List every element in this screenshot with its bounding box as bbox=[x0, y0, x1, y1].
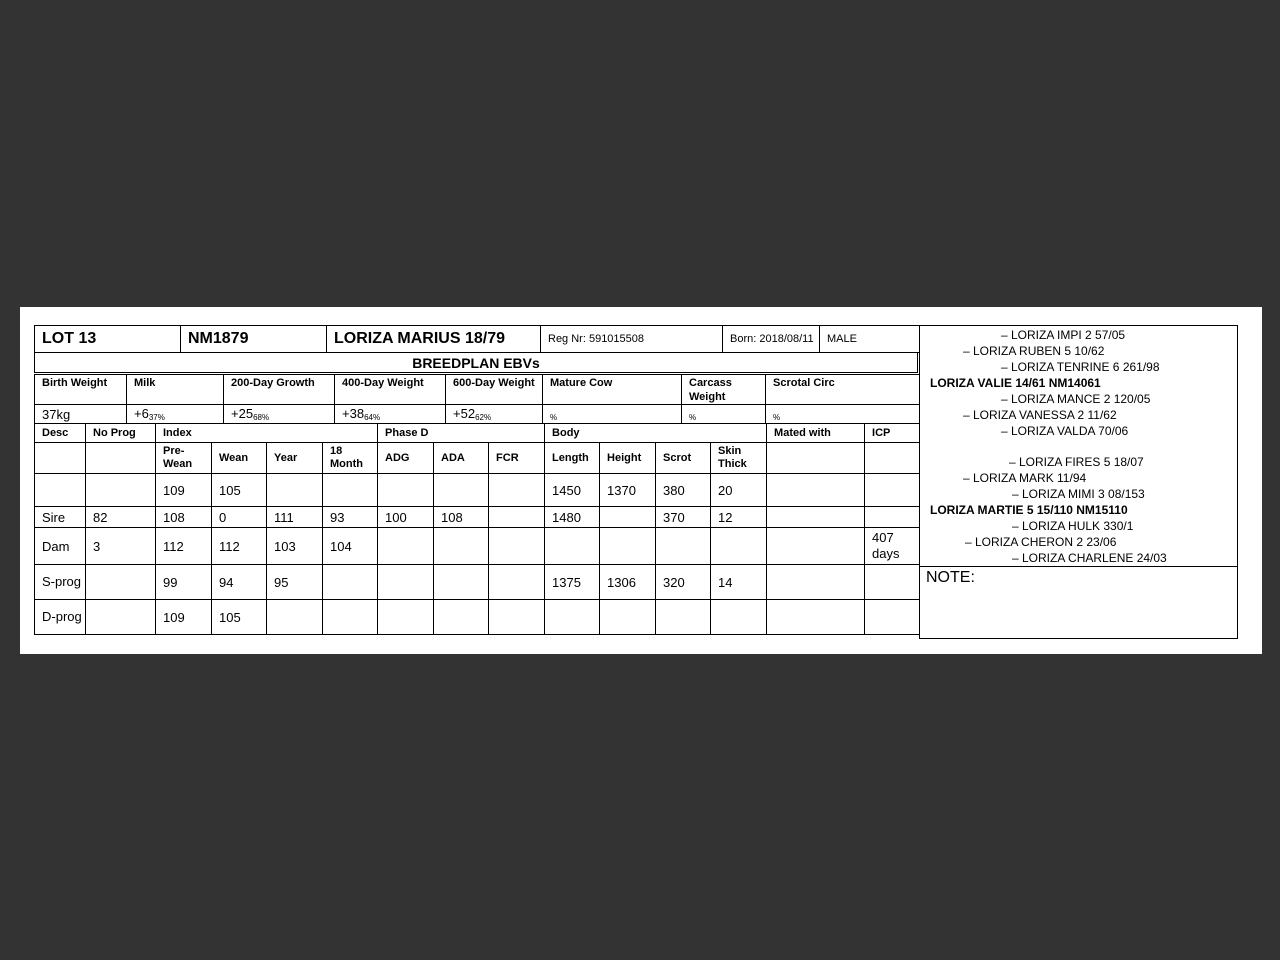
cell-skin: 14 bbox=[711, 565, 767, 600]
cell-no-prog bbox=[86, 565, 156, 600]
ebv-200-day bbox=[224, 405, 335, 424]
cell-year: 95 bbox=[267, 565, 323, 600]
cell-mated bbox=[767, 528, 865, 565]
cell-icp: 407 days bbox=[865, 528, 920, 565]
cell-height bbox=[600, 507, 656, 528]
lot-card bbox=[20, 307, 1262, 654]
cell-year: 111 bbox=[267, 507, 323, 528]
ebv-label: Scrotal Circ bbox=[766, 375, 920, 405]
ebv-value: +52 bbox=[453, 406, 476, 421]
cell-no-prog bbox=[86, 600, 156, 635]
ebv-table bbox=[34, 374, 920, 424]
cell-fcr bbox=[489, 565, 545, 600]
cell-no-prog bbox=[86, 474, 156, 507]
cell-ada bbox=[434, 528, 489, 565]
cell-adg bbox=[378, 565, 434, 600]
header-mated-with: Mated with bbox=[767, 424, 865, 443]
cell-mated bbox=[767, 474, 865, 507]
ebv-label: Mature Cow bbox=[543, 375, 682, 405]
cell-mated bbox=[767, 507, 865, 528]
empty-cell bbox=[35, 443, 86, 474]
empty-cell bbox=[86, 443, 156, 474]
pedigree-entry: – LORIZA VALDA 70/06 bbox=[1001, 424, 1129, 438]
cell-no-prog: 3 bbox=[86, 528, 156, 565]
ebv-label: 600-Day Weight bbox=[446, 375, 543, 405]
header-height: Height bbox=[600, 443, 656, 474]
pedigree-dam: LORIZA MARTIE 5 15/110 NM15110 bbox=[930, 503, 1128, 517]
cell-wean: 94 bbox=[212, 565, 267, 600]
pedigree-entry: – LORIZA FIRES 5 18/07 bbox=[1009, 455, 1144, 469]
header-phase-d: Phase D bbox=[378, 424, 545, 443]
header-skin-thick: Skin Thick bbox=[711, 443, 767, 474]
cell-pre-wean: 109 bbox=[156, 600, 212, 635]
animal-tag: NM1879 bbox=[181, 326, 327, 353]
cell-18-month: 104 bbox=[323, 528, 378, 565]
ebv-accuracy: 64% bbox=[364, 413, 381, 422]
cell-mated bbox=[767, 565, 865, 600]
header-adg: ADG bbox=[378, 443, 434, 474]
cell-scrot bbox=[656, 528, 711, 565]
ebv-value: +6 bbox=[134, 406, 149, 421]
cell-wean: 105 bbox=[212, 600, 267, 635]
lot-header bbox=[34, 325, 920, 353]
ebv-accuracy: % bbox=[689, 413, 697, 422]
ebv-label: Birth Weight bbox=[35, 375, 127, 405]
table-row bbox=[35, 528, 920, 565]
ebv-accuracy: 62% bbox=[475, 413, 492, 422]
animal-name: LORIZA MARIUS 18/79 bbox=[327, 326, 541, 353]
ebv-mature-cow bbox=[543, 405, 682, 424]
ebv-milk bbox=[127, 405, 224, 424]
cell-desc: D-prog bbox=[35, 600, 86, 635]
cell-year bbox=[267, 600, 323, 635]
cell-skin: 20 bbox=[711, 474, 767, 507]
note-box bbox=[919, 566, 1238, 639]
ebv-birth-weight: 37kg bbox=[35, 405, 127, 424]
cell-ada bbox=[434, 600, 489, 635]
cell-desc bbox=[35, 474, 86, 507]
header-fcr: FCR bbox=[489, 443, 545, 474]
header-18-month: 18 Month bbox=[323, 443, 378, 474]
table-row bbox=[35, 600, 920, 635]
empty-cell bbox=[865, 443, 920, 474]
cell-height bbox=[600, 528, 656, 565]
cell-fcr bbox=[489, 507, 545, 528]
pedigree-entry: – LORIZA IMPI 2 57/05 bbox=[1001, 328, 1126, 342]
cell-icp bbox=[865, 474, 920, 507]
header-wean: Wean bbox=[212, 443, 267, 474]
cell-no-prog: 82 bbox=[86, 507, 156, 528]
pedigree-entry: – LORIZA VANESSA 2 11/62 bbox=[963, 408, 1117, 422]
cell-year bbox=[267, 474, 323, 507]
cell-year: 103 bbox=[267, 528, 323, 565]
cell-desc: Sire bbox=[35, 507, 86, 528]
ebv-scrotal bbox=[766, 405, 920, 424]
ebv-value: +25 bbox=[231, 406, 254, 421]
header-index: Index bbox=[156, 424, 378, 443]
cell-desc: Dam bbox=[35, 528, 86, 565]
ebv-accuracy: % bbox=[550, 413, 558, 422]
cell-wean: 112 bbox=[212, 528, 267, 565]
header-desc: Desc bbox=[35, 424, 86, 443]
pedigree-entry: – LORIZA MARK 11/94 bbox=[963, 471, 1087, 485]
cell-18-month bbox=[323, 474, 378, 507]
ebv-carcass bbox=[682, 405, 766, 424]
ebv-accuracy: % bbox=[773, 413, 781, 422]
cell-pre-wean: 108 bbox=[156, 507, 212, 528]
lot-number: LOT 13 bbox=[35, 326, 181, 353]
pedigree-entry: – LORIZA CHARLENE 24/03 bbox=[1012, 551, 1167, 565]
table-row bbox=[35, 565, 920, 600]
cell-ada: 108 bbox=[434, 507, 489, 528]
ebv-600-day bbox=[446, 405, 543, 424]
cell-height: 1306 bbox=[600, 565, 656, 600]
pedigree-entry: – LORIZA RUBEN 5 10/62 bbox=[963, 344, 1105, 358]
cell-icp bbox=[865, 600, 920, 635]
empty-cell bbox=[767, 443, 865, 474]
ebv-400-day bbox=[335, 405, 446, 424]
cell-length: 1480 bbox=[545, 507, 600, 528]
cell-skin bbox=[711, 528, 767, 565]
cell-scrot: 370 bbox=[656, 507, 711, 528]
cell-icp bbox=[865, 565, 920, 600]
cell-scrot: 320 bbox=[656, 565, 711, 600]
cell-fcr bbox=[489, 528, 545, 565]
ebv-label: 200-Day Growth bbox=[224, 375, 335, 405]
cell-adg bbox=[378, 600, 434, 635]
cell-height bbox=[600, 600, 656, 635]
header-no-prog: No Prog bbox=[86, 424, 156, 443]
pedigree-dam-sire: LORIZA VALIE 14/61 NM14061 bbox=[930, 376, 1101, 390]
ebv-value: +38 bbox=[342, 406, 365, 421]
birth-date: Born: 2018/08/11 bbox=[723, 326, 820, 353]
cell-scrot: 380 bbox=[656, 474, 711, 507]
performance-table bbox=[34, 423, 920, 635]
cell-wean: 105 bbox=[212, 474, 267, 507]
table-row bbox=[35, 507, 920, 528]
sex: MALE bbox=[820, 326, 920, 353]
cell-length bbox=[545, 600, 600, 635]
header-icp: ICP bbox=[865, 424, 920, 443]
pedigree-entry: – LORIZA CHERON 2 23/06 bbox=[965, 535, 1117, 549]
cell-fcr bbox=[489, 474, 545, 507]
table-row bbox=[35, 474, 920, 507]
cell-ada bbox=[434, 565, 489, 600]
cell-18-month: 93 bbox=[323, 507, 378, 528]
header-ada: ADA bbox=[434, 443, 489, 474]
cell-skin: 12 bbox=[711, 507, 767, 528]
pedigree-entry: – LORIZA MANCE 2 120/05 bbox=[1001, 392, 1151, 406]
cell-pre-wean: 99 bbox=[156, 565, 212, 600]
pedigree-box bbox=[919, 325, 1238, 567]
header-year: Year bbox=[267, 443, 323, 474]
cell-pre-wean: 112 bbox=[156, 528, 212, 565]
pedigree-entry: – LORIZA MIMI 3 08/153 bbox=[1012, 487, 1145, 501]
cell-scrot bbox=[656, 600, 711, 635]
cell-height: 1370 bbox=[600, 474, 656, 507]
cell-icp bbox=[865, 507, 920, 528]
registration-number: Reg Nr: 591015508 bbox=[541, 326, 723, 353]
cell-length bbox=[545, 528, 600, 565]
breedplan-title: BREEDPLAN EBVs bbox=[34, 353, 918, 373]
ebv-label: 400-Day Weight bbox=[335, 375, 446, 405]
cell-adg bbox=[378, 528, 434, 565]
cell-18-month bbox=[323, 565, 378, 600]
header-length: Length bbox=[545, 443, 600, 474]
cell-desc: S-prog bbox=[35, 565, 86, 600]
ebv-accuracy: 68% bbox=[253, 413, 270, 422]
ebv-accuracy: 37% bbox=[148, 413, 165, 422]
cell-mated bbox=[767, 600, 865, 635]
header-pre-wean: Pre-Wean bbox=[156, 443, 212, 474]
cell-wean: 0 bbox=[212, 507, 267, 528]
cell-18-month bbox=[323, 600, 378, 635]
cell-adg bbox=[378, 474, 434, 507]
cell-pre-wean: 109 bbox=[156, 474, 212, 507]
cell-skin bbox=[711, 600, 767, 635]
cell-adg: 100 bbox=[378, 507, 434, 528]
cell-length: 1450 bbox=[545, 474, 600, 507]
pedigree-entry: – LORIZA TENRINE 6 261/98 bbox=[1001, 360, 1160, 374]
cell-fcr bbox=[489, 600, 545, 635]
note-label: NOTE: bbox=[926, 569, 975, 586]
header-body: Body bbox=[545, 424, 767, 443]
cell-length: 1375 bbox=[545, 565, 600, 600]
ebv-label: Milk bbox=[127, 375, 224, 405]
header-scrot: Scrot bbox=[656, 443, 711, 474]
ebv-label: Carcass Weight bbox=[682, 375, 766, 405]
pedigree-entry: – LORIZA HULK 330/1 bbox=[1012, 519, 1134, 533]
cell-ada bbox=[434, 474, 489, 507]
